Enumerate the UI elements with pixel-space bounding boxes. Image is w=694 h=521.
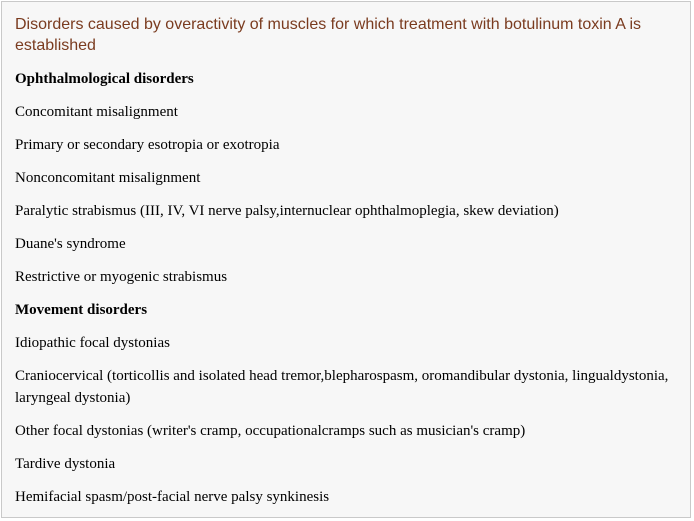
- table-row: Concomitant misalignment: [15, 104, 178, 120]
- disorders-table-panel: [1, 1, 691, 518]
- table-row: Hemifacial spasm/post-facial nerve palsy synkinesis: [15, 489, 330, 505]
- table-title: Disorders caused by overactivity of muscles for which treatment with botulinum toxin A is established: [15, 16, 642, 54]
- table-rows: [15, 68, 675, 519]
- table-row: Primary or secondary esotropia or exotropia: [15, 137, 280, 153]
- table-row: Restrictive or myogenic strabismus: [15, 269, 228, 285]
- section-heading-movement: Movement disorders: [15, 302, 148, 318]
- section-heading-ophthalmological: Ophthalmological disorders: [15, 71, 194, 87]
- table-row: Paralytic strabismus (III, IV, VI nerve palsy,internuclear ophthalmoplegia, skew deviation): [15, 203, 559, 219]
- table-row: Nonconcomitant misalignment: [15, 170, 201, 186]
- table-row: Craniocervical (torticollis and isolated head tremor,blepharospasm, oromandibular dystonia, lingualdystonia, laryngeal dystonia): [15, 368, 669, 406]
- table-row: Other focal dystonias (writer's cramp, occupationalcramps such as musician's cramp): [15, 423, 526, 439]
- table-row: Tardive dystonia: [15, 456, 116, 472]
- table-row: Duane's syndrome: [15, 236, 126, 252]
- table-row: Idiopathic focal dystonias: [15, 335, 170, 351]
